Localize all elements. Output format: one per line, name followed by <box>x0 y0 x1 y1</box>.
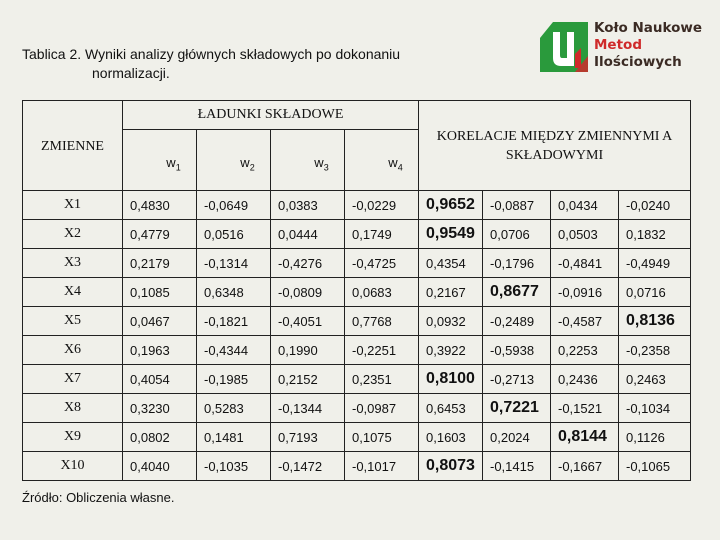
correlation-cell: 0,2463 <box>619 365 691 394</box>
table-row <box>23 220 691 249</box>
loading-cell: -0,4051 <box>271 307 345 336</box>
loading-cell: 0,7768 <box>345 307 419 336</box>
loading-cell: -0,1314 <box>197 249 271 278</box>
header-w-subscript: 1 <box>175 162 181 173</box>
correlation-cell: -0,2358 <box>619 336 691 365</box>
logo-mark-icon <box>537 18 593 76</box>
correlation-cell: -0,4841 <box>551 249 619 278</box>
loading-cell: 0,4830 <box>123 191 197 220</box>
correlation-cell: 0,1832 <box>619 220 691 249</box>
loading-cell: -0,4725 <box>345 249 419 278</box>
loading-cell: 0,0516 <box>197 220 271 249</box>
loading-cell: -0,4344 <box>197 336 271 365</box>
correlation-cell: -0,2489 <box>483 307 551 336</box>
correlation-cell: -0,5938 <box>483 336 551 365</box>
caption-line-2: normalizacji. <box>92 65 170 81</box>
loading-cell: -0,1017 <box>345 452 419 481</box>
row-label: X7 <box>23 365 123 394</box>
loading-cell: -0,1985 <box>197 365 271 394</box>
table-caption <box>22 45 492 83</box>
table-header-row-1 <box>23 101 691 130</box>
loading-cell: -0,2251 <box>345 336 419 365</box>
pca-results-table <box>22 100 691 481</box>
header-w2 <box>197 130 271 191</box>
header-w-base: w <box>388 155 398 171</box>
loading-cell: 0,5283 <box>197 394 271 423</box>
correlation-cell: 0,0503 <box>551 220 619 249</box>
correlation-cell: 0,1603 <box>419 423 483 452</box>
correlation-cell: 0,6453 <box>419 394 483 423</box>
row-label: X9 <box>23 423 123 452</box>
loading-cell: -0,4276 <box>271 249 345 278</box>
table-row <box>23 278 691 307</box>
loading-cell: 0,0683 <box>345 278 419 307</box>
table-row <box>23 249 691 278</box>
loading-cell: -0,1344 <box>271 394 345 423</box>
logo-text <box>594 20 702 71</box>
correlation-cell: 0,7221 <box>483 394 551 423</box>
row-label: X10 <box>23 452 123 481</box>
logo-line-1: Koło Naukowe <box>594 20 703 36</box>
header-w-subscript: 2 <box>249 162 255 173</box>
loading-cell: 0,1963 <box>123 336 197 365</box>
loading-cell: -0,1821 <box>197 307 271 336</box>
loading-cell: 0,0444 <box>271 220 345 249</box>
correlation-cell: -0,1065 <box>619 452 691 481</box>
correlation-cell: 0,0932 <box>419 307 483 336</box>
correlation-cell: 0,2167 <box>419 278 483 307</box>
row-label: X3 <box>23 249 123 278</box>
table-row <box>23 365 691 394</box>
row-label: X1 <box>23 191 123 220</box>
correlation-cell: -0,1667 <box>551 452 619 481</box>
table-row <box>23 191 691 220</box>
caption-line-1: Tablica 2. Wyniki analizy głównych składowych po dokonaniu <box>22 46 401 62</box>
header-w-subscript: 3 <box>323 162 329 173</box>
correlation-cell: -0,0887 <box>483 191 551 220</box>
loading-cell: 0,2152 <box>271 365 345 394</box>
correlation-cell: -0,2713 <box>483 365 551 394</box>
logo-line-3: Ilościowych <box>594 54 682 70</box>
header-w-base: w <box>240 155 250 171</box>
correlation-cell: -0,1796 <box>483 249 551 278</box>
loading-cell: -0,0987 <box>345 394 419 423</box>
table-row <box>23 336 691 365</box>
header-w-base: w <box>166 155 176 171</box>
row-label: X4 <box>23 278 123 307</box>
source-note: Źródło: Obliczenia własne. <box>22 490 175 505</box>
loading-cell: 0,1749 <box>345 220 419 249</box>
correlation-cell: 0,8144 <box>551 423 619 452</box>
correlation-cell: -0,4587 <box>551 307 619 336</box>
header-w-label <box>286 147 328 173</box>
correlation-cell: 0,4354 <box>419 249 483 278</box>
loading-cell: 0,2179 <box>123 249 197 278</box>
loading-cell: -0,0809 <box>271 278 345 307</box>
correlation-cell: -0,0240 <box>619 191 691 220</box>
loading-cell: -0,1035 <box>197 452 271 481</box>
correlation-cell: 0,0716 <box>619 278 691 307</box>
correlation-cell: 0,9549 <box>419 220 483 249</box>
loading-cell: 0,1481 <box>197 423 271 452</box>
logo-line-2: Metod <box>594 37 642 53</box>
correlation-cell: 0,2436 <box>551 365 619 394</box>
correlation-cell: 0,9652 <box>419 191 483 220</box>
correlation-cell: -0,1415 <box>483 452 551 481</box>
header-w3 <box>271 130 345 191</box>
correlation-cell: 0,8073 <box>419 452 483 481</box>
loading-cell: 0,0802 <box>123 423 197 452</box>
header-ladunki: ŁADUNKI SKŁADOWE <box>123 101 419 130</box>
loading-cell: 0,1085 <box>123 278 197 307</box>
loading-cell: 0,4779 <box>123 220 197 249</box>
loading-cell: 0,3230 <box>123 394 197 423</box>
loading-cell: 0,6348 <box>197 278 271 307</box>
correlation-cell: 0,0434 <box>551 191 619 220</box>
correlation-cell: -0,0916 <box>551 278 619 307</box>
correlation-cell: -0,1034 <box>619 394 691 423</box>
loading-cell: -0,0229 <box>345 191 419 220</box>
correlation-cell: 0,1126 <box>619 423 691 452</box>
loading-cell: 0,4040 <box>123 452 197 481</box>
row-label: X5 <box>23 307 123 336</box>
row-label: X2 <box>23 220 123 249</box>
correlation-cell: 0,8677 <box>483 278 551 307</box>
table-row <box>23 307 691 336</box>
table-row <box>23 452 691 481</box>
header-w4 <box>345 130 419 191</box>
header-w-label <box>360 147 402 173</box>
correlation-cell: 0,8136 <box>619 307 691 336</box>
header-w-subscript: 4 <box>397 162 403 173</box>
correlation-cell: 0,2253 <box>551 336 619 365</box>
correlation-cell: 0,2024 <box>483 423 551 452</box>
loading-cell: 0,0383 <box>271 191 345 220</box>
loading-cell: 0,7193 <box>271 423 345 452</box>
header-zmienne: ZMIENNE <box>23 101 123 191</box>
loading-cell: 0,0467 <box>123 307 197 336</box>
loading-cell: 0,4054 <box>123 365 197 394</box>
correlation-cell: 0,3922 <box>419 336 483 365</box>
header-w1 <box>123 130 197 191</box>
loading-cell: 0,1990 <box>271 336 345 365</box>
kolo-naukowe-logo <box>537 18 707 78</box>
row-label: X8 <box>23 394 123 423</box>
correlation-cell: 0,0706 <box>483 220 551 249</box>
correlation-cell: -0,1521 <box>551 394 619 423</box>
header-korelacje: KORELACJE MIĘDZY ZMIENNYMI A SKŁADOWYMI <box>419 101 691 191</box>
correlation-cell: -0,4949 <box>619 249 691 278</box>
correlation-cell: 0,8100 <box>419 365 483 394</box>
header-w-base: w <box>314 155 324 171</box>
table-body <box>23 191 691 481</box>
row-label: X6 <box>23 336 123 365</box>
table-row <box>23 394 691 423</box>
loading-cell: 0,1075 <box>345 423 419 452</box>
header-w-label <box>138 147 180 173</box>
loading-cell: 0,2351 <box>345 365 419 394</box>
loading-cell: -0,1472 <box>271 452 345 481</box>
table-row <box>23 423 691 452</box>
loading-cell: -0,0649 <box>197 191 271 220</box>
header-w-label <box>212 147 254 173</box>
